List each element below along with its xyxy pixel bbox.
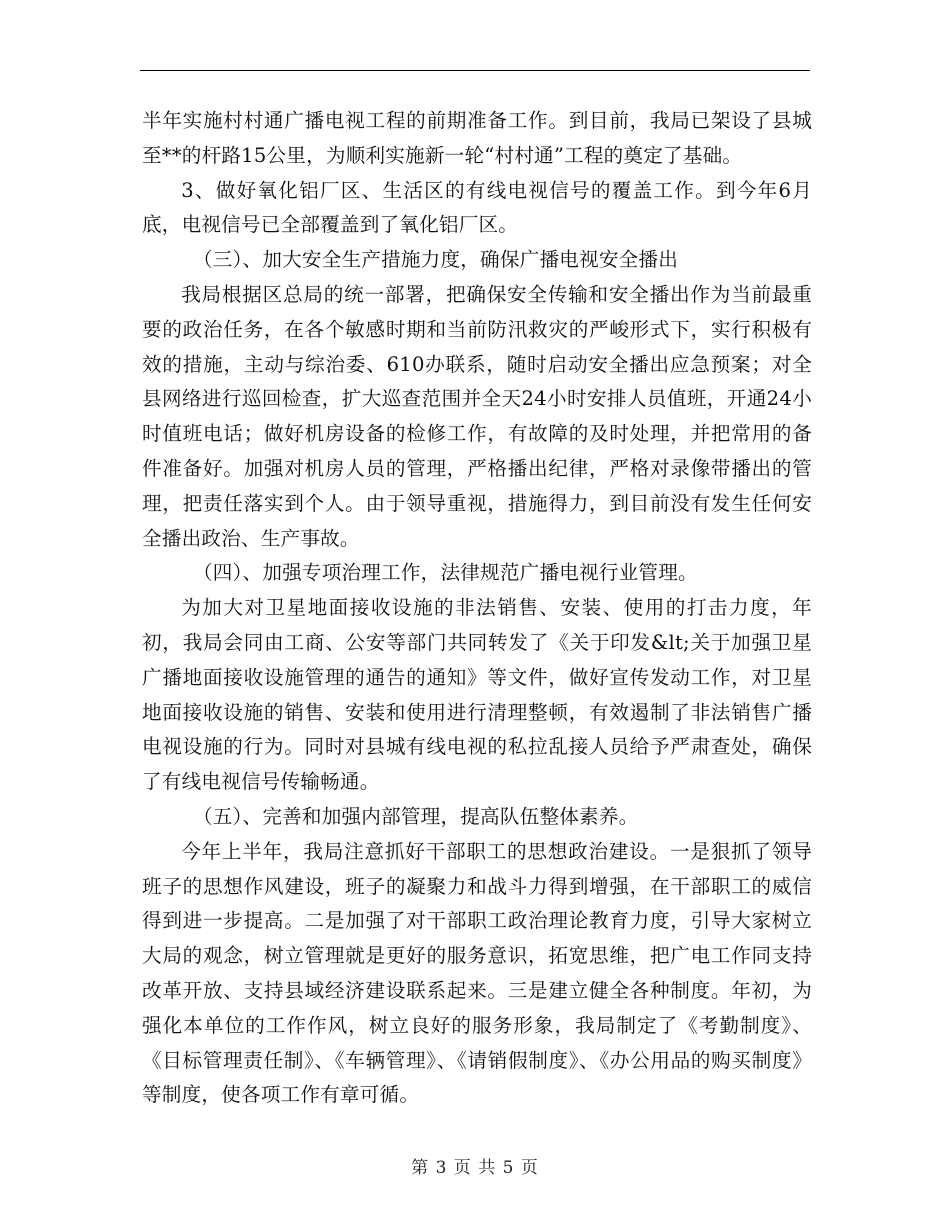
header-rule bbox=[140, 70, 810, 71]
section-heading-3: （三）、加大安全生产措施力度，确保广播电视安全播出 bbox=[192, 248, 678, 272]
page-number-footer: 第 3 页 共 5 页 bbox=[411, 1158, 539, 1178]
paragraph-6: 为加大对卫星地面接收设施的非法销售、安装、使用的打击力度，年初，我局会同由工商、公安等部门共同转发了《关于印发&lt;关于加强卫星广播地面接收设施管理的通告的通知》等文件，做好宣传发动工作，对卫星地面接收设施的销售、安装和使用进行清理整顿，有效遏制了非法销售广播电视设施的行为。同时对县城有线电视的私拉乱接人员给予严肃查处，确保了有线电视信号传输畅通。 bbox=[142, 596, 812, 794]
paragraph-1: 半年实施村村通广播电视工程的前期准备工作。到目前，我局已架设了县城至**的杆路15公里，为顺利实施新一轮“村村通”工程的奠定了基础。 bbox=[142, 109, 812, 167]
paragraph-2: 3、做好氧化铝厂区、生活区的有线电视信号的覆盖工作。到今年6月底，电视信号已全部覆盖到了氧化铝厂区。 bbox=[142, 178, 812, 237]
document-body bbox=[142, 104, 812, 1113]
paragraph-8: 今年上半年，我局注意抓好干部职工的思想政治建设。一是狠抓了领导班子的思想作风建设，班子的凝聚力和战斗力得到增强，在干部职工的威信得到进一步提高。二是加强了对干部职工政治理论教育力度，引导大家树立大局的观念，树立管理就是更好的服务意识，拓宽思维，把广电工作同支持改革开放、支持县域经济建设联系起来。三是建立健全各种制度。年初，为强化本单位的工作作风，树立良好的服务形象，我局制定了《考勤制度》、《目标管理责任制》、《车辆管理》、《请销假制度》、《办公用品的购买制度》等制度，使各项工作有章可循。 bbox=[142, 839, 812, 1107]
paragraph-4: 我局根据区总局的统一部署，把确保安全传输和安全播出作为当前最重要的政治任务，在各个敏感时期和当前防汛救灾的严峻形式下，实行积极有效的措施，主动与综治委、610办联系，随时启动安全播出应急预案；对全县网络进行巡回检查，扩大巡查范围并全天24小时安排人员值班，开通24小时值班电话；做好机房设备的检修工作，有故障的及时处理，并把常用的备件准备好。加强对机房人员的管理，严格播出纪律，严格对录像带播出的管理，把责任落实到个人。由于领导重视，措施得力，到目前没有发生任何安全播出政治、生产事故。 bbox=[142, 282, 812, 550]
section-heading-5: （五）、完善和加强内部管理，提高队伍整体素养。 bbox=[192, 804, 639, 828]
section-heading-4: （四）、加强专项治理工作，法律规范广播电视行业管理。 bbox=[192, 561, 698, 585]
